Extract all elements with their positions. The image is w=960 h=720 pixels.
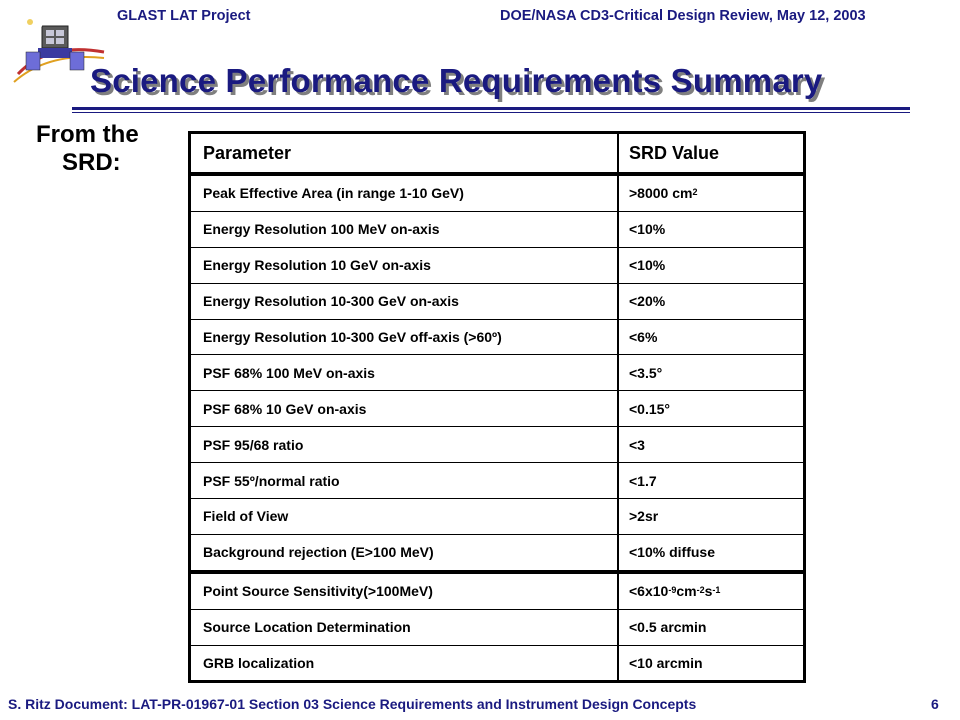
parameter-cell: Source Location Determination [191, 610, 619, 645]
value-cell: <10% [629, 221, 666, 238]
requirements-table [188, 131, 806, 683]
value-cell: <20% [629, 293, 666, 310]
value-cell: <6x10 $^{-9}$ cm $^{-2}$ s $^{-1}$ [629, 583, 721, 600]
value-cell: >8000 cm $^2$ [629, 185, 698, 202]
value-cell: <10% diffuse [629, 544, 715, 561]
parameter-cell: GRB localization [191, 646, 619, 681]
table-row [191, 211, 803, 247]
table-row [191, 426, 803, 462]
parameter-cell: Field of View [191, 499, 619, 534]
value-cell: <10 arcmin [629, 655, 703, 672]
header-review: DOE/NASA CD3-Critical Design Review, May 12, 2003 [500, 8, 866, 24]
column-header-srd-value: SRD Value [629, 142, 720, 163]
table-row [191, 283, 803, 319]
parameter-cell: PSF 68% 10 GeV on-axis [191, 391, 619, 426]
value-cell: >2sr [629, 508, 659, 525]
parameter-cell: PSF 55º/normal ratio [191, 463, 619, 498]
table-row [191, 498, 803, 534]
parameter-cell: Energy Resolution 10-300 GeV on-axis [191, 284, 619, 319]
value-cell: <0.15° [629, 400, 671, 417]
parameter-cell: Energy Resolution 10-300 GeV off-axis (>60º) [191, 320, 619, 355]
value-cell: <6% [629, 329, 658, 345]
value-text: >8000 cm [629, 185, 693, 202]
table-row [191, 172, 803, 211]
parameter-cell: PSF 95/68 ratio [191, 427, 619, 462]
value-text: <6x10 [629, 583, 669, 600]
from-the-srd-label [36, 121, 139, 177]
footer-document-info: S. Ritz Document: LAT-PR-01967-01 Section 03 Science Requirements and Instrument Design Concepts [8, 696, 697, 712]
from-label-line2: SRD: [62, 149, 121, 176]
table-row [191, 354, 803, 390]
value-text: s [704, 583, 713, 600]
value-text: cm [676, 583, 697, 600]
parameter-cell: Energy Resolution 100 MeV on-axis [191, 212, 619, 247]
table-header-row [191, 134, 803, 172]
parameter-cell: PSF 68% 100 MeV on-axis [191, 355, 619, 390]
table-row [191, 570, 803, 609]
table-row [191, 319, 803, 355]
table-row [191, 534, 803, 570]
parameter-cell: Energy Resolution 10 GeV on-axis [191, 248, 619, 283]
title-rule [72, 107, 910, 110]
from-label-line1: From the [36, 121, 139, 148]
value-cell: <10% [629, 257, 666, 274]
page-number: 6 [931, 696, 939, 712]
page-title: Science Performance Requirements Summary [90, 62, 823, 99]
value-cell: <1.7 [629, 472, 657, 489]
table-row [191, 609, 803, 645]
title-rule-thin [72, 112, 910, 113]
parameter-cell: Point Source Sensitivity(>100MeV) [191, 574, 619, 609]
table-row [191, 462, 803, 498]
value-cell: <3 [629, 436, 645, 453]
header-project: GLAST LAT Project [117, 8, 251, 24]
value-cell: <3.5° [629, 364, 663, 381]
parameter-cell: Peak Effective Area (in range 1-10 GeV) [191, 176, 619, 211]
column-header-parameter: Parameter [191, 134, 619, 172]
table-row [191, 247, 803, 283]
parameter-cell: Background rejection (E>100 MeV) [191, 535, 619, 570]
table-row [191, 645, 803, 681]
table-row [191, 390, 803, 426]
value-cell: <0.5 arcmin [629, 619, 707, 636]
